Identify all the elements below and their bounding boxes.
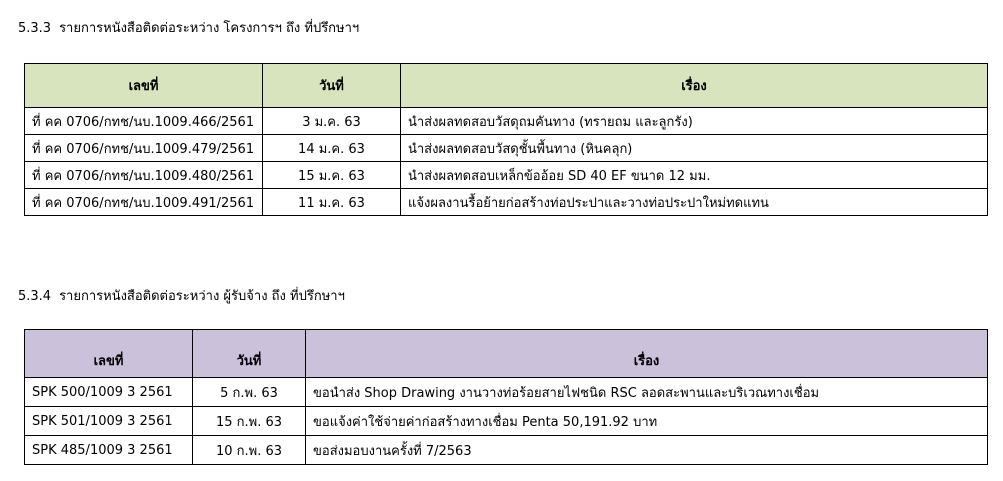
cell-subject: ขอนำส่ง Shop Drawing งานวางท่อร้อยสายไฟชนิด RSC ลอดสะพานและบริเวณทางเชื่อม — [306, 378, 988, 407]
cell-subject: ขอส่งมอบงานครั้งที่ 7/2563 — [306, 436, 988, 465]
table-row — [25, 189, 988, 216]
cell-number: ที่ คค 0706/กทช/นบ.1009.480/2561 — [25, 162, 263, 189]
section-number: 5.3.4 — [18, 289, 52, 304]
cell-subject: นำส่งผลทดสอบวัสดุถมคันทาง (ทรายถม และลูกรัง) — [401, 108, 988, 135]
column-header-number: เลขที่ — [25, 64, 263, 108]
cell-subject: นำส่งผลทดสอบวัสดุชั้นพื้นทาง (หินคลุก) — [401, 135, 988, 162]
column-header-date: วันที่ — [193, 330, 306, 378]
correspondence-table-contractor-to-consultant — [24, 329, 988, 465]
table-row — [25, 162, 988, 189]
table-header-row — [25, 330, 988, 378]
section-heading-5-3-4 — [18, 288, 345, 306]
cell-date: 3 ม.ค. 63 — [263, 108, 401, 135]
cell-number: ที่ คค 0706/กทช/นบ.1009.466/2561 — [25, 108, 263, 135]
section-heading-5-3-3 — [18, 20, 359, 38]
section-title: รายการหนังสือติดต่อระหว่าง ผู้รับจ้าง ถึง ที่ปรึกษาฯ — [59, 289, 345, 304]
table-row — [25, 436, 988, 465]
cell-date: 11 ม.ค. 63 — [263, 189, 401, 216]
cell-number: SPK 501/1009 3 2561 — [25, 407, 193, 436]
section-title: รายการหนังสือติดต่อระหว่าง โครงการฯ ถึง ที่ปรึกษาฯ — [59, 21, 360, 36]
cell-number: ที่ คค 0706/กทช/นบ.1009.491/2561 — [25, 189, 263, 216]
cell-subject: ขอแจ้งค่าใช้จ่ายค่าก่อสร้างทางเชื่อม Penta 50,191.92 บาท — [306, 407, 988, 436]
cell-number: SPK 500/1009 3 2561 — [25, 378, 193, 407]
column-header-subject: เรื่อง — [401, 64, 988, 108]
cell-number: SPK 485/1009 3 2561 — [25, 436, 193, 465]
cell-subject: นำส่งผลทดสอบเหล็กข้ออ้อย SD 40 EF ขนาด 12 มม. — [401, 162, 988, 189]
correspondence-table-project-to-consultant — [24, 63, 988, 216]
cell-date: 10 ก.พ. 63 — [193, 436, 306, 465]
table-header-row — [25, 64, 988, 108]
cell-date: 15 ม.ค. 63 — [263, 162, 401, 189]
table-row — [25, 378, 988, 407]
cell-subject: แจ้งผลงานรื้อย้ายก่อสร้างท่อประปาและวางท่อประปาใหม่ทดแทน — [401, 189, 988, 216]
table-row — [25, 407, 988, 436]
column-header-number: เลขที่ — [25, 330, 193, 378]
cell-date: 5 ก.พ. 63 — [193, 378, 306, 407]
column-header-date: วันที่ — [263, 64, 401, 108]
section-number: 5.3.3 — [18, 21, 52, 36]
table-row — [25, 135, 988, 162]
table-row — [25, 108, 988, 135]
column-header-subject: เรื่อง — [306, 330, 988, 378]
cell-date: 15 ก.พ. 63 — [193, 407, 306, 436]
cell-date: 14 ม.ค. 63 — [263, 135, 401, 162]
cell-number: ที่ คค 0706/กทช/นบ.1009.479/2561 — [25, 135, 263, 162]
